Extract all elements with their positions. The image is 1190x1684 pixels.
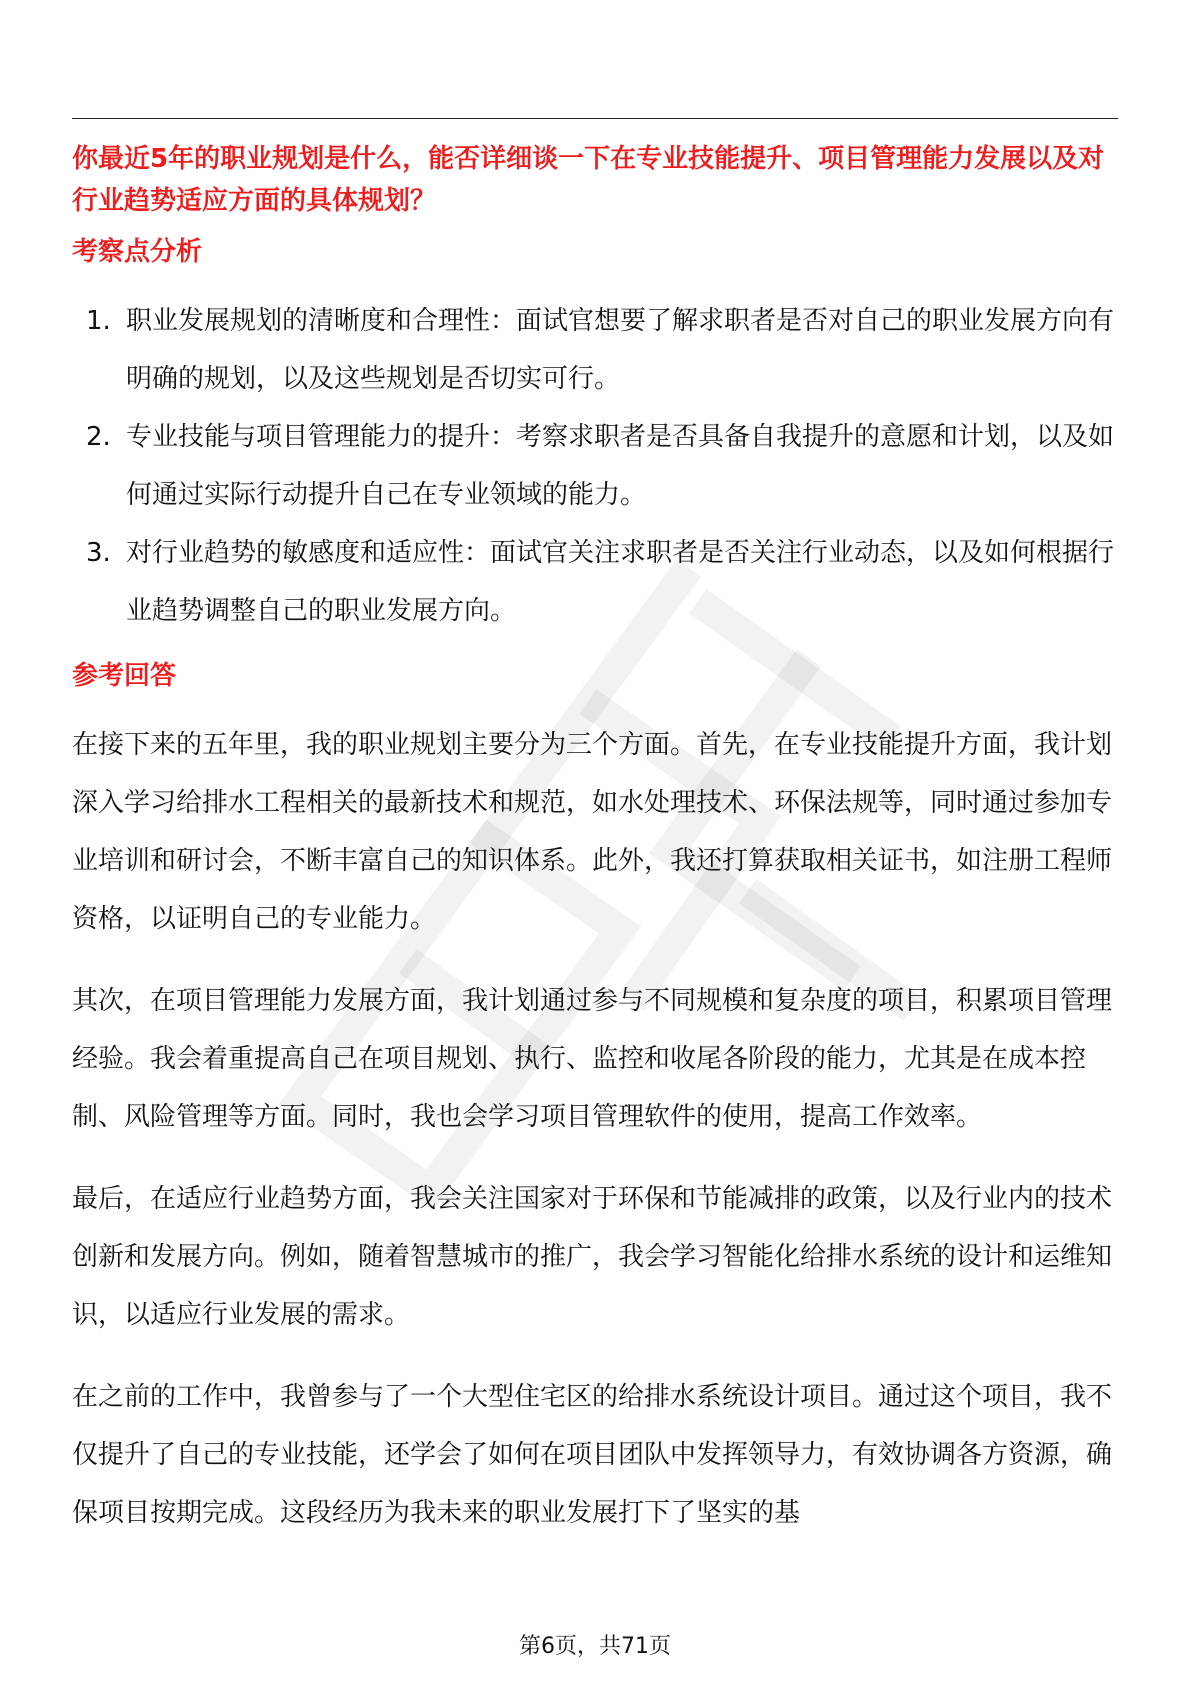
point-text: 对行业趋势的敏感度和适应性：面试官关注求职者是否关注行业动态，以及如何根据行业趋势调整自己的职业发展方向。	[126, 538, 1115, 626]
answer-paragraph: 最后，在适应行业趋势方面，我会关注国家对于环保和节能减排的政策，以及行业内的技术创新和发展方向。例如，随着智慧城市的推广，我会学习智能化给排水系统的设计和运维知识，以适应行业发展的需求。	[72, 1184, 1113, 1330]
point-number: 1.	[86, 306, 111, 336]
page-footer: 第6页，共71页	[519, 1634, 671, 1659]
answer-paragraph: 在接下来的五年里，我的职业规划主要分为三个方面。首先，在专业技能提升方面，我计划深入学习给排水工程相关的最新技术和规范，如水处理技术、环保法规等，同时通过参加专业培训和研讨会，不断丰富自己的知识体系。此外，我还打算获取相关证书，如注册工程师资格，以证明自己的专业能力。	[72, 730, 1113, 934]
point-text: 专业技能与项目管理能力的提升：考察求职者是否具备自我提升的意愿和计划，以及如何通过实际行动提升自己在专业领域的能力。	[126, 422, 1115, 510]
answer-heading: 参考回答	[72, 661, 177, 691]
interview-question: 你最近5年的职业规划是什么，能否详细谈一下在专业技能提升、项目管理能力发展以及对行业趋势适应方面的具体规划？	[72, 144, 1105, 216]
analysis-point	[72, 292, 1118, 408]
header-divider	[72, 118, 1118, 119]
answer-paragraph: 其次，在项目管理能力发展方面，我计划通过参与不同规模和复杂度的项目，积累项目管理经验。我会着重提高自己在项目规划、执行、监控和收尾各阶段的能力，尤其是在成本控制、风险管理等方面。同时，我也会学习项目管理软件的使用，提高工作效率。	[72, 986, 1113, 1132]
point-number: 2.	[86, 422, 111, 452]
analysis-heading: 考察点分析	[72, 237, 203, 267]
point-text: 职业发展规划的清晰度和合理性：面试官想要了解求职者是否对自己的职业发展方向有明确的规划，以及这些规划是否切实可行。	[126, 306, 1115, 394]
analysis-points	[72, 292, 1118, 640]
analysis-point	[72, 408, 1118, 524]
analysis-point	[72, 524, 1118, 640]
point-number: 3.	[86, 538, 111, 568]
answer-paragraph: 在之前的工作中，我曾参与了一个大型住宅区的给排水系统设计项目。通过这个项目，我不仅提升了自己的专业技能，还学会了如何在项目团队中发挥领导力，有效协调各方资源，确保项目按期完成。这段经历为我未来的职业发展打下了坚实的基	[72, 1382, 1113, 1528]
page-content	[72, 138, 1118, 1542]
